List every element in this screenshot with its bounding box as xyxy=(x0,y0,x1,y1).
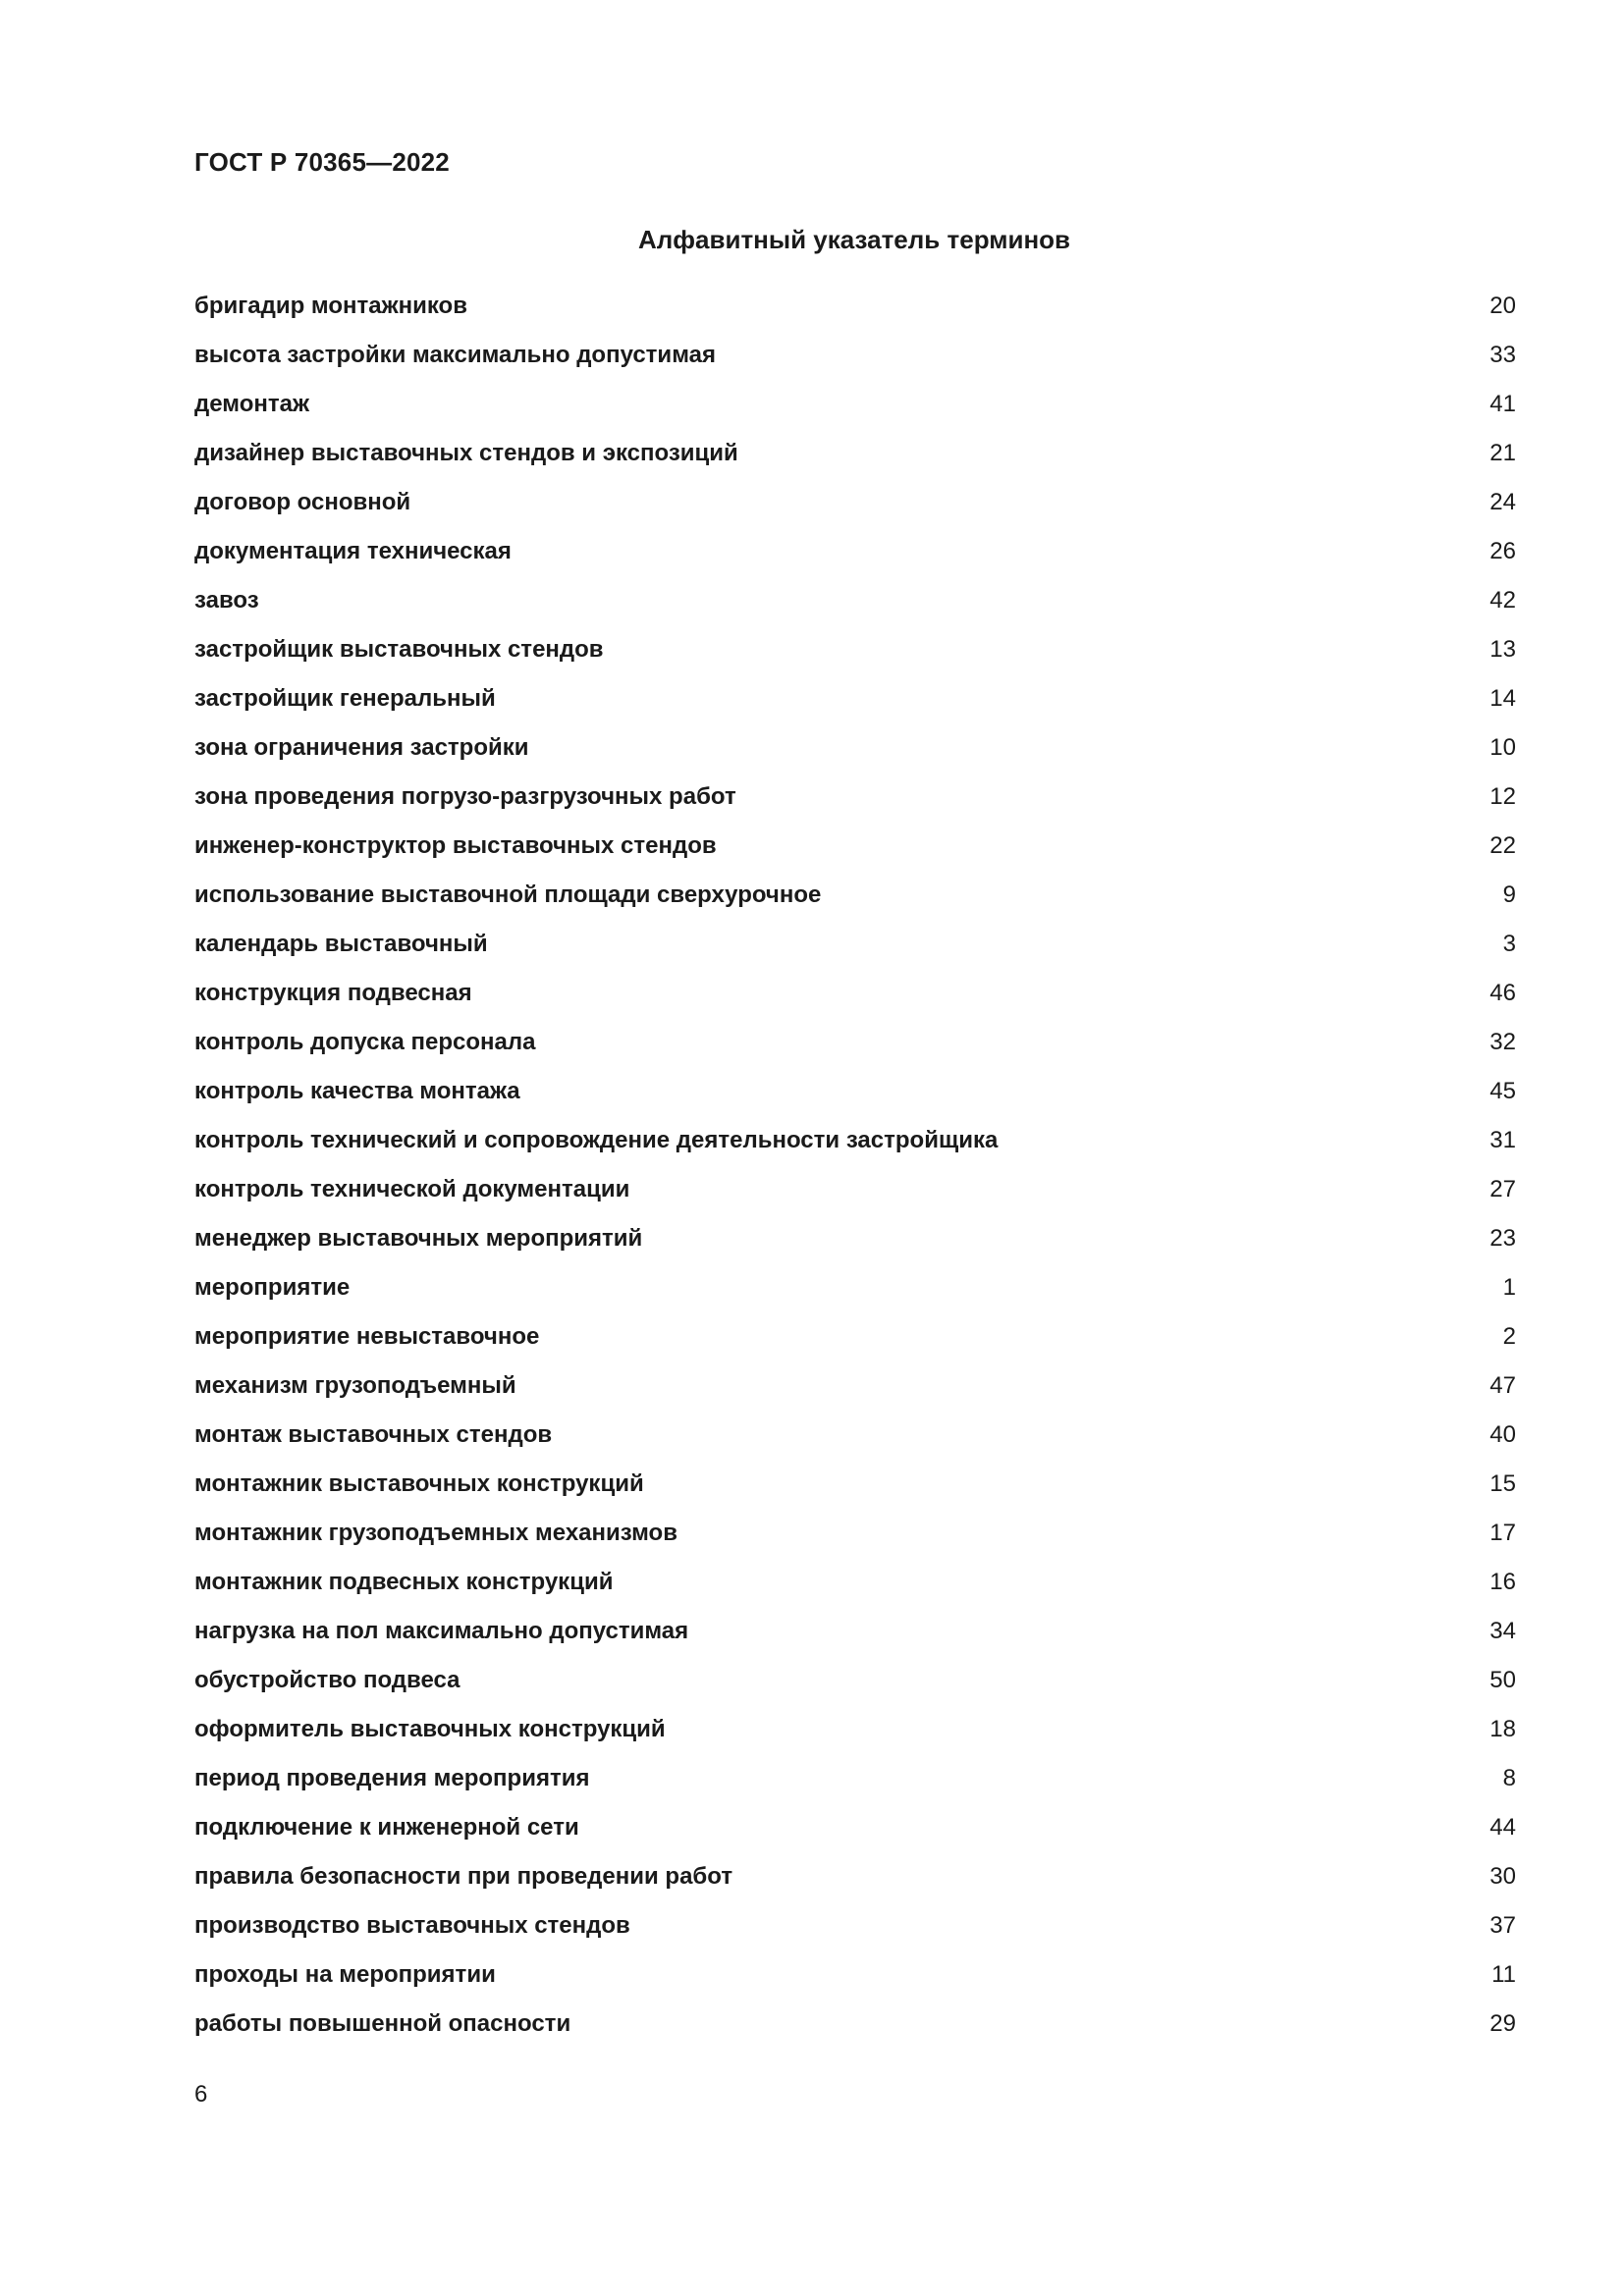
index-entry xyxy=(194,429,1516,478)
index-term-ref-number: 21 xyxy=(1489,440,1516,466)
index-entry xyxy=(194,1705,1516,1754)
index-entry xyxy=(194,1214,1516,1263)
index-term-ref-number: 24 xyxy=(1489,489,1516,515)
index-term-ref-number: 11 xyxy=(1491,1961,1516,1988)
index-term-ref-number: 23 xyxy=(1489,1225,1516,1252)
index-term: конструкция подвесная xyxy=(194,980,472,1006)
index-term: дизайнер выставочных стендов и экспозиций xyxy=(194,440,738,466)
index-term-ref-number: 41 xyxy=(1489,391,1516,417)
index-entry xyxy=(194,1116,1516,1165)
index-entry xyxy=(194,331,1516,380)
index-entry xyxy=(194,1067,1516,1116)
index-entry xyxy=(194,773,1516,822)
index-entry xyxy=(194,1411,1516,1460)
index-entry xyxy=(194,1656,1516,1705)
index-term-ref-number: 17 xyxy=(1489,1520,1516,1546)
index-entry xyxy=(194,1018,1516,1067)
index-title: Алфавитный указатель терминов xyxy=(637,225,1071,254)
index-entry xyxy=(194,723,1516,773)
index-entry xyxy=(194,478,1516,527)
index-entry xyxy=(194,871,1516,920)
index-term: использование выставочной площади сверхурочное xyxy=(194,881,822,908)
index-term: мероприятие невыставочное xyxy=(194,1323,540,1350)
index-term-ref-number: 29 xyxy=(1489,2010,1516,2037)
index-term: мероприятие xyxy=(194,1274,351,1301)
index-entry xyxy=(194,1460,1516,1509)
index-entry xyxy=(194,969,1516,1018)
index-entry xyxy=(194,2000,1516,2049)
index-term: контроль технической документации xyxy=(194,1176,630,1202)
index-term-ref-number: 8 xyxy=(1502,1765,1516,1791)
index-entry xyxy=(194,576,1516,625)
index-entry xyxy=(194,1803,1516,1852)
index-term-ref-number: 2 xyxy=(1502,1323,1516,1350)
page-number: 6 xyxy=(194,2081,208,2108)
index-entry xyxy=(194,1509,1516,1558)
index-term-ref-number: 20 xyxy=(1489,293,1516,319)
index-entry xyxy=(194,625,1516,674)
index-term-ref-number: 32 xyxy=(1489,1029,1516,1055)
index-term-ref-number: 16 xyxy=(1489,1569,1516,1595)
index-term: производство выставочных стендов xyxy=(194,1912,630,1939)
index-entry xyxy=(194,1263,1516,1312)
index-entry xyxy=(194,822,1516,871)
index-term: монтаж выставочных стендов xyxy=(194,1421,553,1448)
index-term: высота застройки максимально допустимая xyxy=(194,342,716,368)
index-term-ref-number: 18 xyxy=(1489,1716,1516,1742)
index-term: завоз xyxy=(194,587,259,614)
index-term: зона проведения погрузо-разгрузочных работ xyxy=(194,783,736,810)
index-term: календарь выставочный xyxy=(194,931,488,957)
index-term: механизм грузоподъемный xyxy=(194,1372,516,1399)
index-term: менеджер выставочных мероприятий xyxy=(194,1225,643,1252)
index-term-ref-number: 31 xyxy=(1489,1127,1516,1153)
index-entry xyxy=(194,1950,1516,2000)
index-term-ref-number: 26 xyxy=(1489,538,1516,564)
index-term: застройщик выставочных стендов xyxy=(194,636,604,663)
index-entry xyxy=(194,920,1516,969)
index-term: период проведения мероприятия xyxy=(194,1765,590,1791)
index-term-ref-number: 37 xyxy=(1489,1912,1516,1939)
index-term: монтажник грузоподъемных механизмов xyxy=(194,1520,677,1546)
index-term: контроль качества монтажа xyxy=(194,1078,520,1104)
index-term: инженер-конструктор выставочных стендов xyxy=(194,832,717,859)
index-term-ref-number: 47 xyxy=(1489,1372,1516,1399)
index-term-ref-number: 34 xyxy=(1489,1618,1516,1644)
index-term-ref-number: 40 xyxy=(1489,1421,1516,1448)
index-entry xyxy=(194,1312,1516,1362)
index-term: подключение к инженерной сети xyxy=(194,1814,579,1841)
index-term-ref-number: 9 xyxy=(1502,881,1516,908)
index-term-ref-number: 10 xyxy=(1489,734,1516,761)
index-term: застройщик генеральный xyxy=(194,685,496,712)
document-header: ГОСТ Р 70365—2022 xyxy=(194,147,450,177)
index-term: правила безопасности при проведении работ xyxy=(194,1863,733,1890)
index-term-ref-number: 44 xyxy=(1489,1814,1516,1841)
index-term: обустройство подвеса xyxy=(194,1667,460,1693)
index-term: контроль допуска персонала xyxy=(194,1029,536,1055)
index-term: документация техническая xyxy=(194,538,512,564)
index-term: монтажник выставочных конструкций xyxy=(194,1470,644,1497)
index-entry xyxy=(194,674,1516,723)
index-term-ref-number: 30 xyxy=(1489,1863,1516,1890)
index-entry xyxy=(194,1607,1516,1656)
index-term-ref-number: 50 xyxy=(1489,1667,1516,1693)
index-term: бригадир монтажников xyxy=(194,293,467,319)
index-term-ref-number: 46 xyxy=(1489,980,1516,1006)
index-term: нагрузка на пол максимально допустимая xyxy=(194,1618,689,1644)
index-entry xyxy=(194,1901,1516,1950)
index-list xyxy=(194,282,1516,2049)
index-term-ref-number: 1 xyxy=(1502,1274,1516,1301)
index-entry xyxy=(194,1558,1516,1607)
index-term-ref-number: 33 xyxy=(1489,342,1516,368)
index-term: работы повышенной опасности xyxy=(194,2010,571,2037)
index-entry xyxy=(194,1165,1516,1214)
index-term: демонтаж xyxy=(194,391,309,417)
index-entry xyxy=(194,380,1516,429)
index-term-ref-number: 15 xyxy=(1489,1470,1516,1497)
index-term-ref-number: 42 xyxy=(1489,587,1516,614)
index-term-ref-number: 12 xyxy=(1489,783,1516,810)
index-term-ref-number: 13 xyxy=(1489,636,1516,663)
index-term-ref-number: 3 xyxy=(1502,931,1516,957)
index-term-ref-number: 14 xyxy=(1489,685,1516,712)
index-term: договор основной xyxy=(194,489,411,515)
index-term: контроль технический и сопровождение деятельности застройщика xyxy=(194,1127,999,1153)
index-term: монтажник подвесных конструкций xyxy=(194,1569,614,1595)
index-entry xyxy=(194,527,1516,576)
index-term-ref-number: 45 xyxy=(1489,1078,1516,1104)
index-term-ref-number: 27 xyxy=(1489,1176,1516,1202)
index-entry xyxy=(194,1754,1516,1803)
index-term: проходы на мероприятии xyxy=(194,1961,496,1988)
index-term-ref-number: 22 xyxy=(1489,832,1516,859)
index-entry xyxy=(194,1362,1516,1411)
index-entry xyxy=(194,1852,1516,1901)
index-term: оформитель выставочных конструкций xyxy=(194,1716,666,1742)
index-entry xyxy=(194,282,1516,331)
index-term: зона ограничения застройки xyxy=(194,734,529,761)
